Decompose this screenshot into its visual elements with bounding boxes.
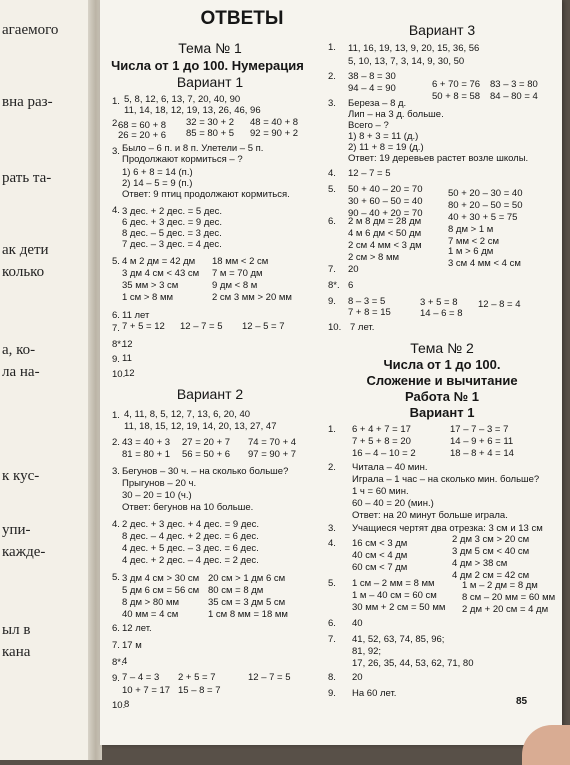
answer-number: 6. bbox=[112, 310, 120, 321]
answer-line: Всего – ? bbox=[348, 120, 389, 131]
answer-number: 9. bbox=[112, 673, 120, 684]
answer-line: На 60 лет. bbox=[352, 688, 397, 699]
answer-line: 83 – 3 = 80 bbox=[490, 79, 538, 90]
tema1-heading: Тема № 1 bbox=[178, 40, 242, 56]
variant1-heading: Вариант 1 bbox=[176, 74, 244, 90]
answer-line: 1 см 8 мм = 18 мм bbox=[208, 609, 288, 620]
answer-line: 30 – 20 = 10 (ч.) bbox=[122, 490, 192, 501]
answer-line: 2 дм + 20 см = 4 дм bbox=[462, 604, 549, 615]
left-page-text-fragment: колько bbox=[2, 264, 45, 280]
answer-line: 20 bbox=[348, 264, 359, 275]
answer-number: 10. bbox=[328, 322, 342, 333]
answer-line: 12 – 7 = 5 bbox=[248, 672, 291, 683]
answer-number: 8. bbox=[328, 672, 336, 683]
answer-number: 5. bbox=[112, 572, 120, 583]
tema2-variant1-heading: Вариант 1 bbox=[409, 405, 475, 420]
variant2-heading: Вариант 2 bbox=[176, 386, 244, 402]
answer-line: 1 м – 2 дм = 8 дм bbox=[462, 580, 538, 591]
answer-line: 40 + 30 + 5 = 75 bbox=[448, 212, 518, 223]
answer-line: 85 = 80 + 5 bbox=[186, 128, 235, 139]
answer-line: 1) 6 + 8 = 14 (п.) bbox=[122, 167, 193, 178]
answer-line: 1 см – 2 мм = 8 мм bbox=[352, 578, 435, 589]
answer-line: 9 дм < 8 м bbox=[212, 280, 258, 291]
left-column bbox=[100, 0, 315, 745]
answer-line: 3 см 4 мм < 4 см bbox=[448, 258, 521, 269]
answer-line: 11 лет bbox=[122, 310, 150, 321]
answer-line: 1 см > 8 мм bbox=[122, 292, 174, 303]
answer-line: 11, 16, 19, 13, 9, 20, 15, 36, 56 bbox=[348, 43, 480, 54]
answer-line: 3 дес. + 2 дес. = 5 дес. bbox=[122, 206, 223, 217]
answer-number: 6. bbox=[112, 623, 120, 634]
answer-number: 8*. bbox=[112, 339, 124, 350]
answer-line: 2 см 4 мм < 3 дм bbox=[348, 240, 422, 251]
answer-line: 48 = 40 + 8 bbox=[250, 117, 299, 128]
answer-number: 6. bbox=[328, 618, 336, 629]
answer-line: 35 мм > 3 см bbox=[122, 280, 179, 291]
left-page-text-fragment: вна раз- bbox=[2, 94, 53, 110]
answer-line: 1 м > 6 дм bbox=[448, 246, 494, 257]
left-page-text-fragment: упи- bbox=[2, 522, 31, 538]
answer-line: 41, 52, 63, 74, 85, 96; bbox=[352, 634, 445, 645]
answer-line: 27 = 20 + 7 bbox=[182, 437, 231, 448]
answer-line: Ответ: на 20 минут больше играла. bbox=[352, 510, 508, 521]
answer-line: 4 дм > 38 см bbox=[452, 558, 508, 569]
answer-line: 11, 14, 18, 12, 19, 13, 26, 46, 96 bbox=[124, 105, 261, 116]
answer-line: 8 bbox=[124, 699, 130, 710]
answer-number: 9. bbox=[328, 688, 336, 699]
answer-line: 81 = 80 + 1 bbox=[122, 449, 171, 460]
answer-line: 80 см = 8 дм bbox=[208, 585, 264, 596]
answer-line: 4, 11, 8, 5, 12, 7, 13, 6, 20, 40 bbox=[124, 409, 251, 420]
answer-line: 35 см = 3 дм 5 см bbox=[208, 597, 286, 608]
answer-line: 7 м = 70 дм bbox=[212, 268, 263, 279]
answer-line: 68 = 60 + 8 bbox=[118, 120, 167, 131]
answer-line: 16 – 4 – 10 = 2 bbox=[352, 448, 416, 459]
tema2-heading: Тема № 2 bbox=[410, 340, 474, 356]
answer-number: 2. bbox=[328, 71, 336, 82]
answer-line: 8 дм > 1 м bbox=[448, 224, 494, 235]
answer-line: Ответ: 9 птиц продолжают кормиться. bbox=[122, 189, 290, 200]
answer-line: 97 = 90 + 7 bbox=[248, 449, 297, 460]
left-page-text-fragment: а, ко- bbox=[2, 342, 36, 358]
answer-line: Бегунов – 30 ч. – на сколько больше? bbox=[122, 466, 289, 477]
answer-line: 50 + 8 = 58 bbox=[432, 91, 481, 102]
answer-line: 1) 8 + 3 = 11 (д.) bbox=[348, 131, 419, 142]
answer-line: 80 + 20 – 50 = 50 bbox=[448, 200, 523, 211]
answer-line: 7 + 5 = 12 bbox=[122, 321, 165, 332]
answer-line: 7 + 5 + 8 = 20 bbox=[352, 436, 411, 447]
answer-line: 7 – 4 = 3 bbox=[122, 672, 160, 683]
answer-line: 2 дес. + 3 дес. + 4 дес. = 9 дес. bbox=[122, 519, 260, 530]
left-page bbox=[0, 0, 92, 760]
answer-line: Читала – 40 мин. bbox=[352, 462, 428, 473]
tema2-title-line2: Сложение и вычитание bbox=[366, 373, 518, 388]
answer-line: 12 bbox=[124, 368, 135, 379]
answer-line: 81, 92; bbox=[352, 646, 382, 657]
answer-line: 30 + 60 – 50 = 40 bbox=[348, 196, 423, 207]
answer-line: 17, 26, 35, 44, 53, 62, 71, 80 bbox=[352, 658, 474, 669]
answer-number: 10. bbox=[112, 369, 126, 380]
answer-line: Продолжают кормиться – ? bbox=[122, 154, 243, 165]
answer-number: 5. bbox=[112, 256, 120, 267]
answer-line: 2 см 3 мм > 20 мм bbox=[212, 292, 292, 303]
answer-number: 1. bbox=[328, 42, 336, 53]
answer-line: 14 – 9 + 6 = 11 bbox=[450, 436, 514, 447]
answer-line: 3 + 5 = 8 bbox=[420, 297, 458, 308]
work1-heading: Работа № 1 bbox=[405, 389, 479, 404]
answer-line: 2 дм 3 см > 20 см bbox=[452, 534, 530, 545]
answer-line: 18 – 8 + 4 = 14 bbox=[450, 448, 514, 459]
answer-line: 2) 11 + 8 = 19 (д.) bbox=[348, 142, 424, 153]
page-title: ОТВЕТЫ bbox=[200, 8, 284, 29]
answer-line: 6 дес. + 3 дес. = 9 дес. bbox=[122, 217, 223, 228]
answer-number: 4. bbox=[112, 205, 120, 216]
answer-number: 2. bbox=[328, 462, 336, 473]
answer-line: 4 м 2 дм = 42 дм bbox=[122, 256, 196, 267]
tema2-title-line1: Числа от 1 до 100. bbox=[383, 357, 501, 372]
answer-line: Береза – 8 д. bbox=[348, 98, 407, 109]
answer-line: 50 + 20 – 30 = 40 bbox=[448, 188, 523, 199]
answer-number: 9. bbox=[112, 354, 120, 365]
answer-line: 17 м bbox=[122, 640, 142, 651]
answer-line: 43 = 40 + 3 bbox=[122, 437, 171, 448]
page-number: 85 bbox=[516, 696, 528, 707]
answer-number: 3. bbox=[112, 146, 120, 157]
answer-number: 7. bbox=[328, 264, 336, 275]
answer-line: 6 + 70 = 76 bbox=[432, 79, 481, 90]
answer-line: 2) 14 – 5 = 9 (п.) bbox=[122, 178, 193, 189]
answer-number: 4. bbox=[328, 538, 336, 549]
answer-line: 6 bbox=[348, 280, 354, 291]
answer-line: 7 мм < 2 см bbox=[448, 236, 500, 247]
left-page-text-fragment: кана bbox=[2, 644, 31, 660]
answer-number: 9. bbox=[328, 296, 336, 307]
answer-line: Было – 6 п. и 8 п. Улетели – 5 п. bbox=[122, 143, 264, 154]
answer-line: 40 см < 4 дм bbox=[352, 550, 408, 561]
answer-line: 56 = 50 + 6 bbox=[182, 449, 231, 460]
answer-line: Ответ: бегунов на 10 больше. bbox=[122, 502, 254, 513]
answer-line: 92 = 90 + 2 bbox=[250, 128, 299, 139]
answer-line: 74 = 70 + 4 bbox=[248, 437, 297, 448]
answer-line: 10 + 7 = 17 bbox=[122, 685, 171, 696]
answer-line: 40 bbox=[352, 618, 363, 629]
answer-number: 7. bbox=[328, 634, 336, 645]
answer-line: 40 мм = 4 см bbox=[122, 609, 179, 620]
answer-number: 4. bbox=[328, 168, 336, 179]
answer-line: 4 дес. + 5 дес. – 3 дес. = 6 дес. bbox=[122, 543, 259, 554]
answer-number: 5. bbox=[328, 578, 336, 589]
answer-line: 5 дм 6 см = 56 см bbox=[122, 585, 200, 596]
left-page-text-fragment: ыл в bbox=[2, 622, 31, 638]
answer-line: 20 см > 1 дм 6 см bbox=[208, 573, 286, 584]
answer-number: 6. bbox=[328, 216, 336, 227]
answer-line: 3 дм 5 см < 40 см bbox=[452, 546, 530, 557]
answer-line: 16 см < 3 дм bbox=[352, 538, 408, 549]
answer-number: 10. bbox=[112, 700, 126, 711]
answer-line: 12 – 5 = 7 bbox=[242, 321, 285, 332]
answer-line: 2 см > 8 мм bbox=[348, 252, 400, 263]
answer-line: 12 – 8 = 4 bbox=[478, 299, 521, 310]
answer-number: 1. bbox=[112, 410, 120, 421]
answer-line: 32 = 30 + 2 bbox=[186, 117, 235, 128]
answer-line: 15 – 8 = 7 bbox=[178, 685, 221, 696]
answer-line: 4 м 6 дм < 50 дм bbox=[348, 228, 422, 239]
answer-line: 50 + 40 – 20 = 70 bbox=[348, 184, 423, 195]
answer-line: Ответ: 19 деревьев растет возле школы. bbox=[348, 153, 529, 164]
answer-line: Играла – 1 час – на сколько мин. больше? bbox=[352, 474, 540, 485]
answer-line: Учащиеся чертят два отрезка: 3 см и 13 см bbox=[352, 523, 543, 534]
answer-number: 4. bbox=[112, 519, 120, 530]
answer-line: 8 дм > 80 мм bbox=[122, 597, 180, 608]
variant3-heading: Вариант 3 bbox=[408, 22, 476, 38]
answer-number: 2. bbox=[112, 437, 120, 448]
answer-number: 3. bbox=[328, 98, 336, 109]
answer-line: 4 bbox=[122, 656, 128, 667]
right-page bbox=[100, 0, 562, 745]
answer-line: 2 + 5 = 7 bbox=[178, 672, 216, 683]
answer-line: 7 лет. bbox=[350, 322, 375, 333]
answer-line: 7 + 8 = 15 bbox=[348, 307, 391, 318]
answer-line: 8 см – 20 мм = 60 мм bbox=[462, 592, 556, 603]
answer-line: 11 bbox=[122, 353, 132, 364]
answer-line: 94 – 4 = 90 bbox=[348, 83, 396, 94]
answer-line: 11, 18, 15, 12, 19, 14, 20, 13, 27, 47 bbox=[124, 421, 277, 432]
left-page-text-fragment: ак дети bbox=[2, 242, 49, 258]
answer-line: 90 – 40 + 20 = 70 bbox=[348, 208, 423, 219]
answer-line: 17 – 7 – 3 = 7 bbox=[450, 424, 509, 435]
answer-line: 2 м 8 дм = 28 дм bbox=[348, 216, 422, 227]
answer-number: 3. bbox=[112, 466, 120, 477]
answer-line: 5, 10, 13, 7, 3, 14, 9, 30, 50 bbox=[348, 56, 465, 67]
answer-line: 38 – 8 = 30 bbox=[348, 71, 396, 82]
answer-line: 8 – 3 = 5 bbox=[348, 296, 386, 307]
answer-number: 7. bbox=[112, 640, 120, 651]
answer-line: 3 дм 4 см < 43 см bbox=[122, 268, 200, 279]
answer-line: 84 – 80 = 4 bbox=[490, 91, 538, 102]
answer-line: 20 bbox=[352, 672, 363, 683]
answer-line: 14 – 6 = 8 bbox=[420, 308, 463, 319]
answer-line: 12 – 7 = 5 bbox=[348, 168, 391, 179]
answer-line: 4 дес. + 2 дес. – 4 дес. = 2 дес. bbox=[122, 555, 259, 566]
answer-line: 60 см < 7 дм bbox=[352, 562, 408, 573]
left-page-text-fragment: ла на- bbox=[2, 364, 40, 380]
answer-number: 3. bbox=[328, 523, 336, 534]
answer-line: 60 – 40 = 20 (мин.) bbox=[352, 498, 434, 509]
answer-line: 18 мм < 2 см bbox=[212, 256, 269, 267]
answer-line: 30 мм + 2 см = 50 мм bbox=[352, 602, 446, 613]
answer-number: 8*. bbox=[112, 657, 124, 668]
answer-line: 1 ч = 60 мин. bbox=[352, 486, 409, 497]
answer-number: 1. bbox=[112, 96, 120, 107]
answer-line: 7 дес. – 3 дес. = 4 дес. bbox=[122, 239, 222, 250]
answer-number: 1. bbox=[328, 424, 336, 435]
answer-line: 1 м – 40 см = 60 см bbox=[352, 590, 437, 601]
answer-line: 12 лет. bbox=[122, 623, 152, 634]
answer-line: Лип – на 3 д. больше. bbox=[348, 109, 444, 120]
left-page-text-fragment: кажде- bbox=[2, 544, 46, 560]
tema1-title: Числа от 1 до 100. Нумерация bbox=[111, 58, 304, 73]
answer-line: 12 – 7 = 5 bbox=[180, 321, 223, 332]
left-page-text-fragment: к кус- bbox=[2, 468, 40, 484]
answer-line: 4 дм 2 см = 42 см bbox=[452, 570, 530, 581]
answer-number: 2. bbox=[112, 118, 120, 129]
left-page-text-fragment: рать та- bbox=[2, 170, 52, 186]
answer-line: 8 дес. – 4 дес. + 2 дес. = 6 дес. bbox=[122, 531, 259, 542]
answer-number: 8*. bbox=[328, 280, 340, 291]
answer-number: 7. bbox=[112, 323, 120, 334]
right-column bbox=[322, 0, 562, 745]
left-page-text-fragment: агаемого bbox=[2, 22, 59, 38]
answer-line: 8 дес. – 5 дес. = 3 дес. bbox=[122, 228, 222, 239]
answer-line: 26 = 20 + 6 bbox=[118, 130, 167, 141]
answer-line: 3 дм 4 см > 30 см bbox=[122, 573, 200, 584]
answer-line: 6 + 4 + 7 = 17 bbox=[352, 424, 411, 435]
answer-line: 5, 8, 12, 6, 13, 7, 20, 40, 90 bbox=[124, 94, 241, 105]
answer-line: Прыгунов – 20 ч. bbox=[122, 478, 197, 489]
answer-number: 5. bbox=[328, 184, 336, 195]
answer-line: 12 bbox=[122, 339, 133, 350]
